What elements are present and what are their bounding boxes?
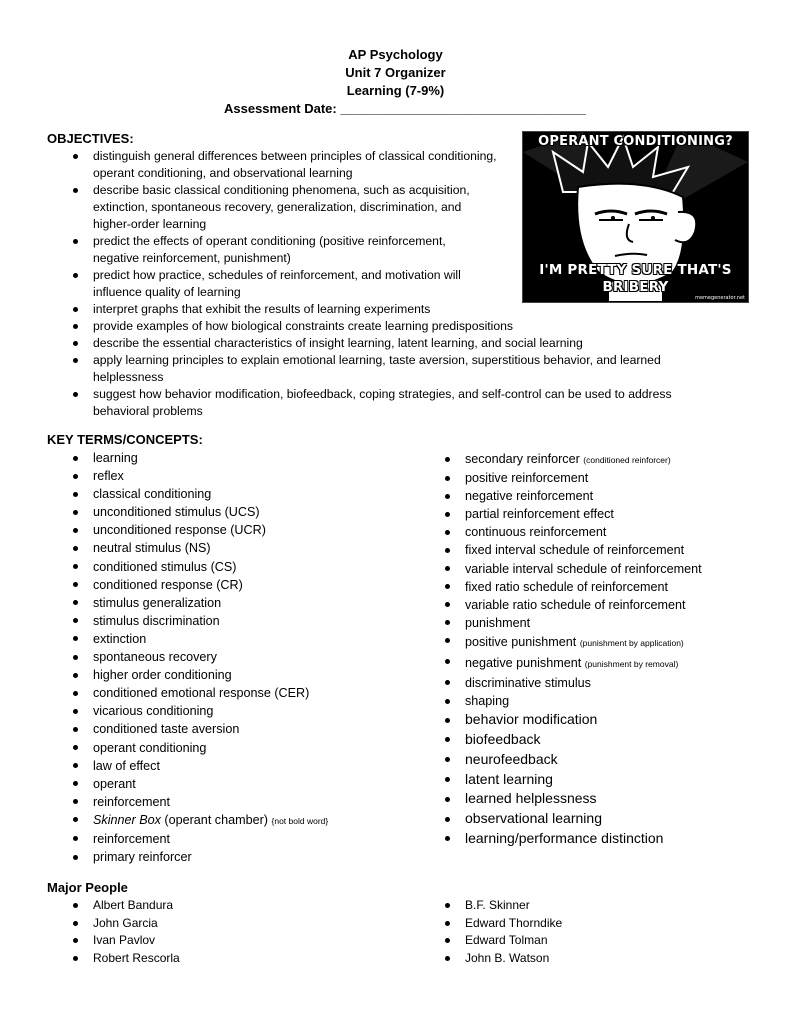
people-left-list — [93, 897, 180, 967]
skinner-box-note: {not bold word} — [271, 815, 329, 826]
meme-bottom-caption: I'M PRETTY SURE THAT'S BRIBERY — [539, 262, 732, 295]
term-item: biofeedback — [465, 730, 702, 750]
term-item: reinforcement — [93, 830, 328, 848]
objective-item: describe the essential characteristics of insight learning, latent learning, and social learning — [93, 335, 703, 352]
term-text: positive punishment — [465, 634, 580, 649]
term-item: conditioned response (CR) — [93, 576, 328, 594]
objective-item: apply learning principles to explain emotional learning, taste aversion, superstitious behavior, and learned helplessness — [93, 352, 693, 386]
term-item: observational learning — [465, 809, 702, 829]
term-item-annotated — [465, 450, 702, 469]
term-item: positive reinforcement — [465, 469, 702, 487]
objective-item: provide examples of how biological constraints create learning predispositions — [93, 318, 703, 335]
term-note: (punishment by removal) — [584, 658, 679, 669]
term-item-annotated — [465, 653, 702, 674]
term-item: negative reinforcement — [465, 487, 702, 505]
term-item: higher order conditioning — [93, 666, 328, 684]
person-item: Edward Tolman — [465, 932, 562, 950]
term-item: fixed ratio schedule of reinforcement — [465, 578, 702, 596]
objective-item: predict the effects of operant conditioning (positive reinforcement, negative reinforcement, punishment) — [93, 233, 483, 267]
term-text: secondary reinforcer — [465, 452, 584, 466]
term-note: (conditioned reinforcer) — [583, 455, 671, 465]
key-terms-right-list — [465, 450, 702, 849]
term-item: punishment — [465, 614, 702, 632]
term-item: conditioned emotional response (CER) — [93, 684, 328, 702]
term-item: learning/performance distinction — [465, 829, 702, 849]
term-item: discriminative stimulus — [465, 674, 702, 692]
objective-item: suggest how behavior modification, biofeedback, coping strategies, and self-control can be used to address behavioral problems — [93, 386, 693, 420]
term-item-annotated — [465, 632, 702, 653]
term-item: primary reinforcer — [93, 848, 328, 866]
term-note: (punishment by application) — [579, 637, 684, 648]
term-item-skinner-box — [93, 811, 328, 830]
term-item: learned helplessness — [465, 789, 702, 809]
term-item: continuous reinforcement — [465, 523, 702, 541]
objective-item: distinguish general differences between principles of classical conditioning, operant conditioning, and observational learning — [93, 148, 513, 182]
skinner-box-italic: Skinner Box — [93, 812, 161, 827]
objective-item: predict how practice, schedules of reinforcement, and motivation will influence quality of learning — [93, 267, 493, 301]
term-item: extinction — [93, 630, 328, 648]
key-terms-left-list — [93, 449, 328, 866]
person-item: Edward Thorndike — [465, 915, 562, 933]
course-title: AP Psychology — [348, 47, 443, 62]
term-item: reflex — [93, 467, 328, 485]
skinner-box-rest: (operant chamber) — [160, 812, 272, 827]
person-item: John Garcia — [93, 915, 180, 933]
person-item: B.F. Skinner — [465, 897, 562, 915]
unit-title: Unit 7 Organizer — [345, 65, 446, 80]
term-item: learning — [93, 449, 328, 467]
term-item: conditioned stimulus (CS) — [93, 558, 328, 576]
objective-item: describe basic classical conditioning phenomena, such as acquisition, extinction, spontaneous recovery, generalization, discrimination, and higher-order learning — [93, 182, 493, 233]
people-right-list — [465, 897, 562, 967]
term-item: operant — [93, 775, 328, 793]
topic-title: Learning (7-9%) — [346, 83, 445, 98]
term-item: latent learning — [465, 770, 702, 790]
term-item: stimulus discrimination — [93, 612, 328, 630]
term-item: partial reinforcement effect — [465, 505, 702, 523]
person-item: Robert Rescorla — [93, 950, 180, 968]
person-item: Ivan Pavlov — [93, 932, 180, 950]
term-item: operant conditioning — [93, 739, 328, 757]
person-item: John B. Watson — [465, 950, 562, 968]
major-people-heading: Major People — [47, 880, 128, 895]
term-item: unconditioned response (UCR) — [93, 521, 328, 539]
meme-top-caption: OPERANT CONDITIONING? — [538, 134, 733, 149]
term-item: neurofeedback — [465, 750, 702, 770]
term-item: neutral stimulus (NS) — [93, 539, 328, 557]
meme-image — [522, 131, 749, 303]
term-item: variable interval schedule of reinforcement — [465, 560, 702, 578]
objectives-heading: OBJECTIVES: — [47, 131, 134, 146]
term-item: shaping — [465, 692, 702, 710]
term-item: unconditioned stimulus (UCS) — [93, 503, 328, 521]
term-item: reinforcement — [93, 793, 328, 811]
assessment-date-line: Assessment Date: __________________________________ — [224, 101, 587, 116]
key-terms-heading: KEY TERMS/CONCEPTS: — [47, 432, 203, 447]
term-item: variable ratio schedule of reinforcement — [465, 596, 702, 614]
term-item: classical conditioning — [93, 485, 328, 503]
term-item: spontaneous recovery — [93, 648, 328, 666]
term-item: law of effect — [93, 757, 328, 775]
term-item: stimulus generalization — [93, 594, 328, 612]
meme-watermark: memegenerator.net — [695, 295, 745, 301]
term-item: behavior modification — [465, 710, 702, 730]
person-item: Albert Bandura — [93, 897, 180, 915]
term-item: vicarious conditioning — [93, 702, 328, 720]
term-item: conditioned taste aversion — [93, 720, 328, 738]
term-text: negative punishment — [465, 655, 585, 670]
term-item: fixed interval schedule of reinforcement — [465, 541, 702, 559]
objective-item: interpret graphs that exhibit the results of learning experiments — [93, 301, 703, 318]
